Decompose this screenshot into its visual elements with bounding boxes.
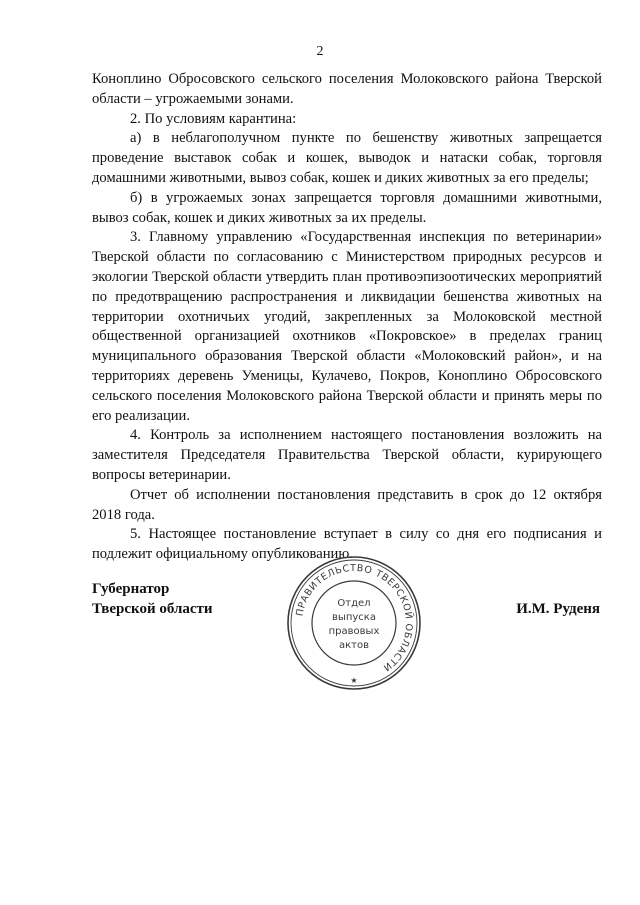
- seal-inner-ring: [312, 581, 396, 665]
- official-seal: [285, 554, 423, 692]
- signatory-title: [92, 579, 213, 619]
- signatory-title-line2: Тверской области: [92, 601, 213, 617]
- seal-graphic: [285, 554, 423, 692]
- seal-outer-ring: [288, 557, 420, 689]
- page-number: 2: [316, 44, 324, 59]
- seal-center-line1: Отдел: [337, 598, 371, 609]
- signatory-name: И.М. Руденя: [516, 601, 600, 617]
- paragraph: а) в неблагополучном пункте по бешенству животных запрещается проведение выставок собак и кошек, выводок и натаски собак, торговля домашними животными, вывоз собак, кошек и диких животных за его пределы;: [92, 130, 602, 186]
- seal-center-line3: правовых: [328, 626, 380, 637]
- seal-center-line2: выпуска: [332, 612, 376, 623]
- seal-center-line4: актов: [338, 640, 370, 651]
- document-body: [92, 70, 602, 565]
- paragraph: 4. Контроль за исполнением настоящего постановления возложить на заместителя Председателя Правительства Тверской области, курирующего вопросы ветеринарии.: [92, 427, 602, 483]
- seal-star-icon: ★: [350, 676, 358, 685]
- seal-ring-text: ПРАВИТЕЛЬСТВО ТВЕРСКОЙ ОБЛАСТИ: [294, 562, 415, 674]
- paragraph: 3. Главному управлению «Государственная инспекция по ветеринарии» Тверской области по согласованию с Министерством природных ресурсов и экологии Тверской области утвердить план противоэпизоотических мероприятий по предотвращению распространения и ликвидации бешенства животных на территории охотничьих угодий, закрепленных за Молоковской местной общественной организацией охотников «Покровское» в пределах границ муниципального образования Тверской области «Молоковский район», и на территориях деревень Уменицы, Кулачево, Покров, Коноплино Обросовского сельского поселения Молоковского района Тверской области и принять меры по его реализации.: [92, 229, 602, 424]
- paragraph: 5. Настоящее постановление вступает в силу со дня его подписания и подлежит официальному опубликованию.: [92, 526, 602, 563]
- paragraph: Отчет об исполнении постановления представить в срок до 12 октября 2018 года.: [92, 486, 602, 523]
- seal-outer-ring-inner: [291, 560, 417, 686]
- paragraph: Коноплино Обросовского сельского поселения Молоковского района Тверской области – угрожаемыми зонами.: [92, 71, 602, 107]
- paragraph: б) в угрожаемых зонах запрещается торговля домашними животными, вывоз собак, кошек и диких животных за их пределы.: [92, 189, 602, 226]
- paragraph: 2. По условиям карантина:: [130, 110, 297, 127]
- signatory-title-line1: Губернатор: [92, 581, 170, 597]
